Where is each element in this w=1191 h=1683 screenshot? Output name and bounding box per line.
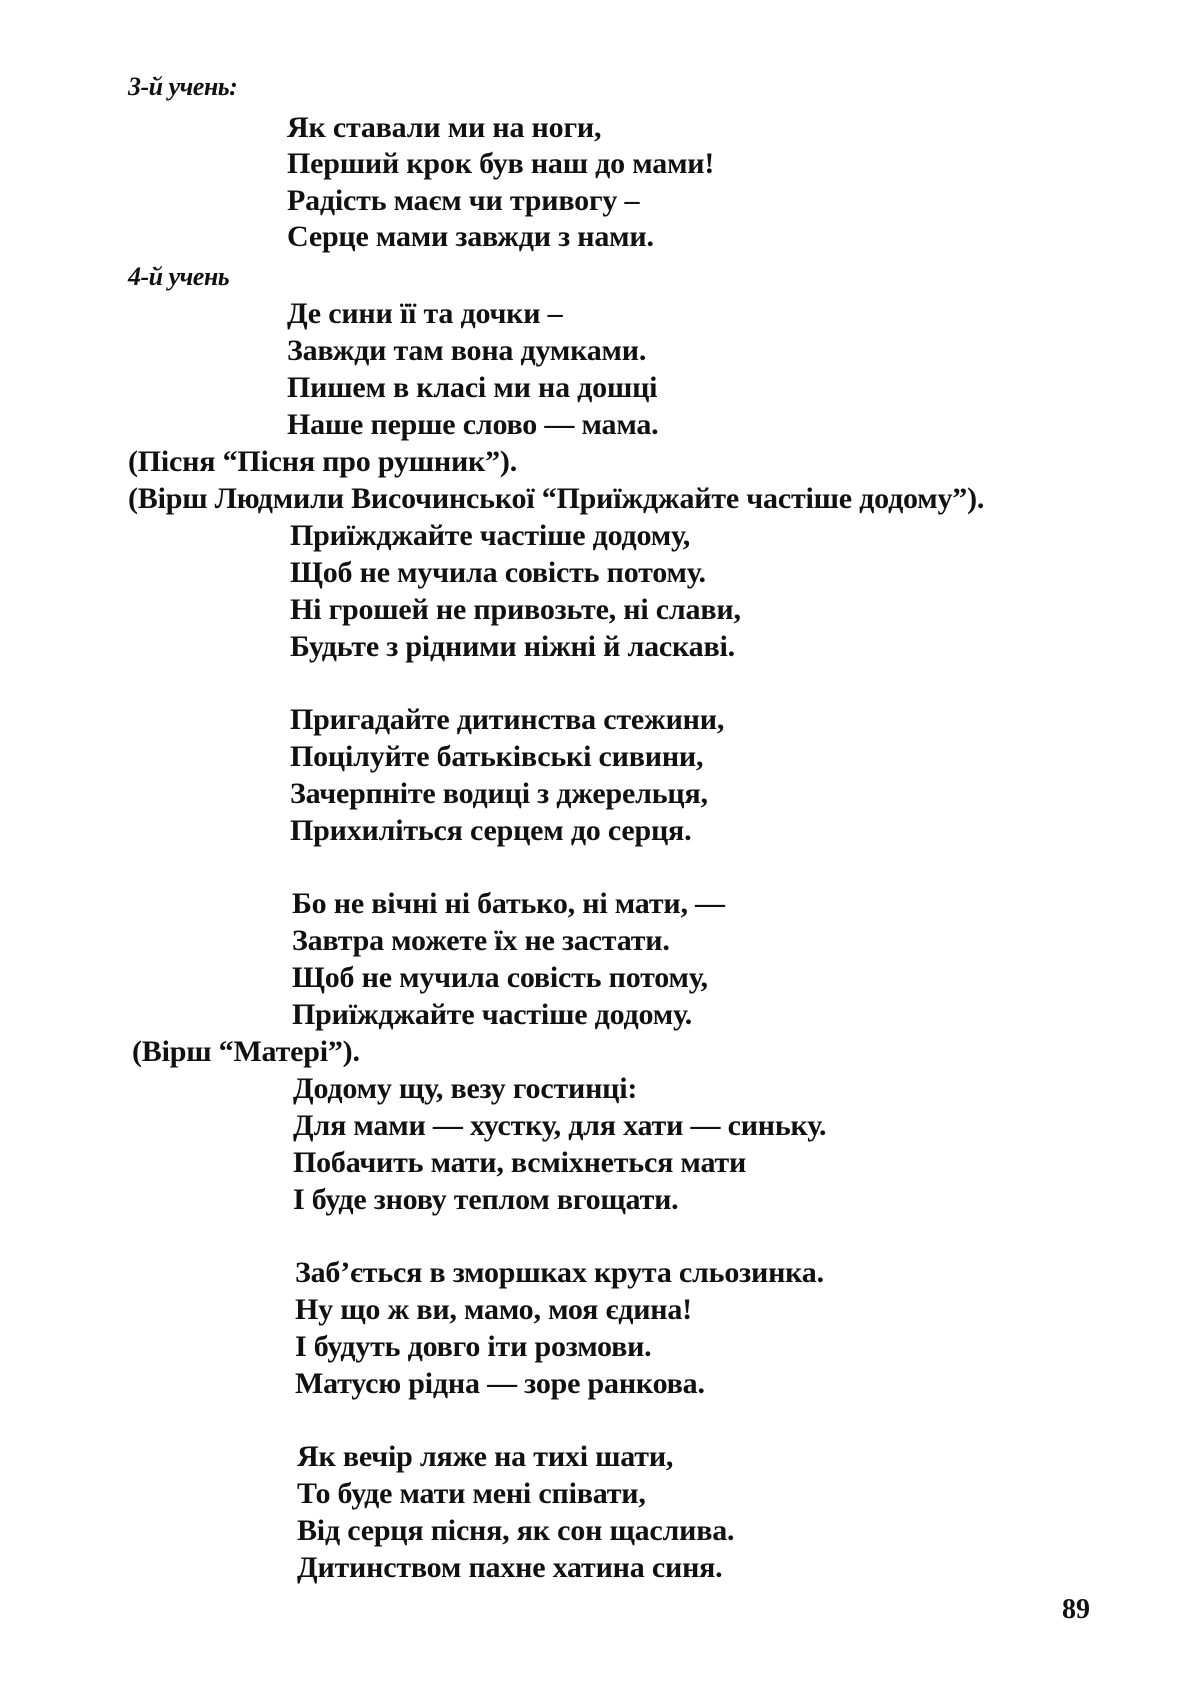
poem-line: Перший крок був наш до мами! xyxy=(287,147,715,180)
poem-line: Як вечір ляже на тихі шати, xyxy=(297,1440,674,1473)
poem-line: Матусю рідна — зоре ранкова. xyxy=(295,1367,705,1400)
page-number: 89 xyxy=(1062,1594,1090,1625)
poem-line: Для мами — хустку, для хати — синьку. xyxy=(293,1109,827,1142)
poem-line: Завтра можете їх не застати. xyxy=(292,924,670,957)
poem-line: І буде знову теплом вгощати. xyxy=(293,1183,679,1216)
poem-line: Завжди там вона думками. xyxy=(287,334,647,367)
poem-line: Серце мами завжди з нами. xyxy=(287,220,654,253)
poem-line: Де сини її та дочки – xyxy=(287,297,563,330)
poem-line: Прихиліться серцем до серця. xyxy=(290,814,692,847)
stage-note-poem: (Вірш “Матері”). xyxy=(132,1035,360,1068)
poem-line: Радість маєм чи тривогу – xyxy=(287,184,640,217)
speaker-label-3: 3-й учень: xyxy=(128,72,238,101)
poem-line: Ну що ж ви, мамо, моя єдина! xyxy=(295,1293,692,1326)
poem-line: Поцілуйте батьківські сивини, xyxy=(290,740,704,773)
poem-line: І будуть довго іти розмови. xyxy=(295,1330,652,1363)
poem-line: Бо не вічні ні батько, ні мати, — xyxy=(292,887,725,920)
poem-line: Приїжджайте частіше додому, xyxy=(290,519,691,552)
stage-note-song: (Пісня “Пісня про рушник”). xyxy=(128,445,518,478)
poem-line: Пригадайте дитинства стежини, xyxy=(290,703,725,736)
poem-line: Наше перше слово — мама. xyxy=(287,408,659,441)
poem-line: Будьте з рідними ніжні й ласкаві. xyxy=(290,630,735,663)
poem-line: Заб’ється в зморшках крута сльозинка. xyxy=(295,1256,824,1289)
poem-line: Ні грошей не привозьте, ні слави, xyxy=(290,593,741,626)
poem-line: Зачерпніте водиці з джерельця, xyxy=(290,777,708,810)
poem-line: Щоб не мучила совість потому, xyxy=(292,961,708,994)
poem-line: То буде мати мені співати, xyxy=(297,1477,646,1510)
stage-note-poem: (Вірш Людмили Височинської “Приїжджайте частіше додому”). xyxy=(128,482,985,515)
poem-line: Побачить мати, всміхнеться мати xyxy=(293,1146,747,1179)
poem-line: Додому щу, везу гостинці: xyxy=(293,1072,638,1105)
poem-line: Приїжджайте частіше додому. xyxy=(292,998,693,1031)
poem-line: Як ставали ми на ноги, xyxy=(287,111,602,144)
poem-line: Від серця пісня, як сон щаслива. xyxy=(297,1514,735,1547)
poem-line: Пишем в класі ми на дошці xyxy=(287,371,658,404)
poem-line: Дитинством пахне хатина синя. xyxy=(297,1551,723,1584)
poem-line: Щоб не мучила совість потому. xyxy=(290,556,706,589)
speaker-label-4: 4-й учень xyxy=(128,262,230,291)
